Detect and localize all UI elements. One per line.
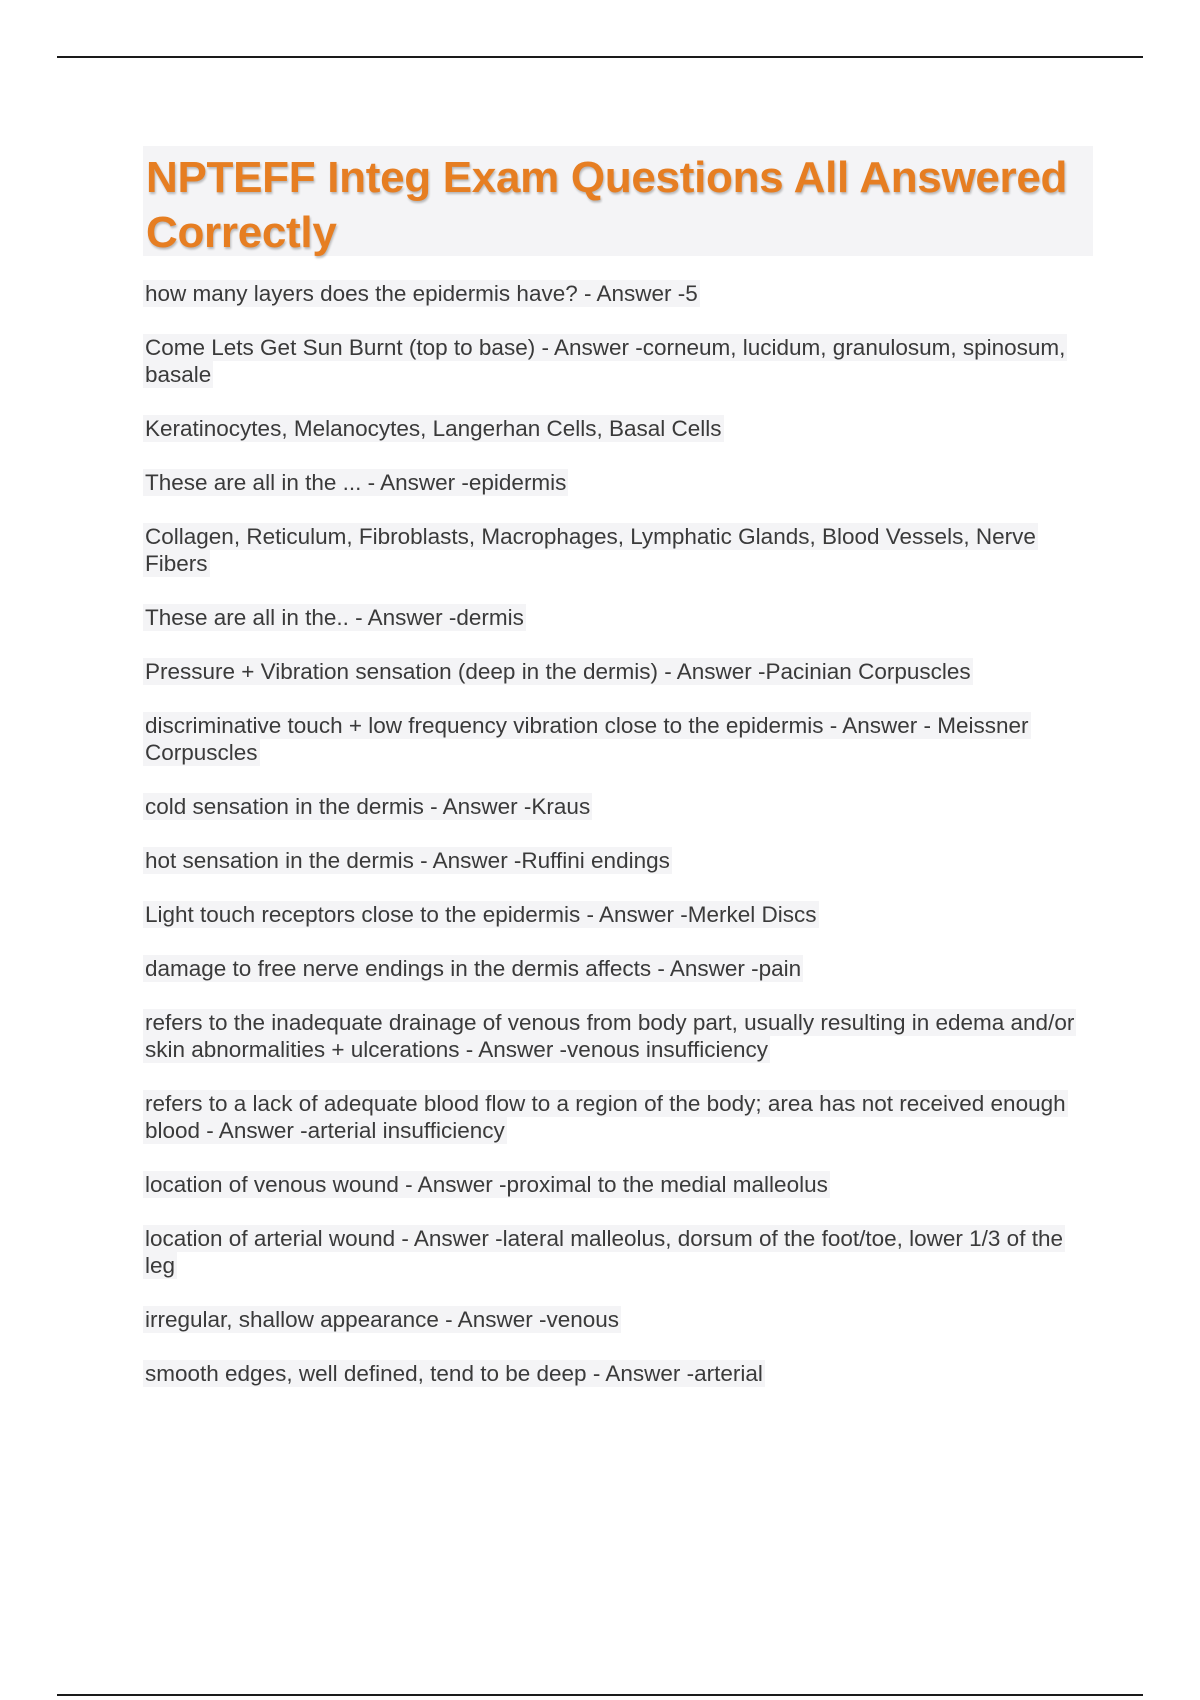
qa-text: discriminative touch + low frequency vibration close to the epidermis - Answer - Meissner Corpuscles <box>145 713 1029 765</box>
qa-text: irregular, shallow appearance - Answer -venous <box>145 1307 620 1332</box>
qa-text: Pressure + Vibration sensation (deep in the dermis) - Answer -Pacinian Corpuscles <box>145 659 971 684</box>
qa-text: Come Lets Get Sun Burnt (top to base) - Answer -corneum, lucidum, granulosum, spinosum, basale <box>145 335 1066 387</box>
bottom-rule <box>57 1694 1143 1696</box>
qa-text: Collagen, Reticulum, Fibroblasts, Macrophages, Lymphatic Glands, Blood Vessels, Nerve Fibers <box>145 524 1036 576</box>
qa-text: These are all in the.. - Answer -dermis <box>145 605 524 630</box>
qa-text: damage to free nerve endings in the dermis affects - Answer -pain <box>145 956 802 981</box>
qa-text: Light touch receptors close to the epidermis - Answer -Merkel Discs <box>145 902 817 927</box>
qa-item <box>143 1306 1093 1333</box>
qa-text: refers to a lack of adequate blood flow to a region of the body; area has not received enough blood - Answer -arterial insufficiency <box>145 1091 1066 1143</box>
qa-text: cold sensation in the dermis - Answer -Kraus <box>145 794 591 819</box>
qa-text: location of venous wound - Answer -proximal to the medial malleolus <box>145 1172 828 1197</box>
qa-item <box>143 712 1093 766</box>
qa-item <box>143 901 1093 928</box>
qa-text: These are all in the ... - Answer -epidermis <box>145 470 567 495</box>
qa-item <box>143 793 1093 820</box>
qa-text: hot sensation in the dermis - Answer -Ruffini endings <box>145 848 670 873</box>
qa-item <box>143 1171 1093 1198</box>
qa-item <box>143 1360 1093 1387</box>
qa-item <box>143 847 1093 874</box>
qa-text: location of arterial wound - Answer -lateral malleolus, dorsum of the foot/toe, lower 1/3 of the leg <box>145 1226 1063 1278</box>
qa-item <box>143 1090 1093 1144</box>
qa-item <box>143 1009 1093 1063</box>
top-rule <box>57 56 1143 58</box>
qa-text: how many layers does the epidermis have? - Answer -5 <box>145 281 698 306</box>
qa-item <box>143 658 1093 685</box>
qa-text: refers to the inadequate drainage of venous from body part, usually resulting in edema and/or skin abnormalities + ulcerations - Answer -venous insufficiency <box>145 1010 1075 1062</box>
qa-item <box>143 280 1093 307</box>
document-title: NPTEFF Integ Exam Questions All Answered Correctly <box>146 153 1068 257</box>
qa-item <box>143 469 1093 496</box>
qa-item <box>143 604 1093 631</box>
qa-item <box>143 1225 1093 1279</box>
qa-list <box>143 280 1093 1387</box>
qa-item <box>143 955 1093 982</box>
qa-item <box>143 523 1093 577</box>
document-body <box>143 146 1093 1414</box>
qa-text: smooth edges, well defined, tend to be deep - Answer -arterial <box>145 1361 763 1386</box>
title-block <box>143 146 1093 256</box>
qa-item <box>143 334 1093 388</box>
qa-item <box>143 415 1093 442</box>
qa-text: Keratinocytes, Melanocytes, Langerhan Cells, Basal Cells <box>145 416 722 441</box>
